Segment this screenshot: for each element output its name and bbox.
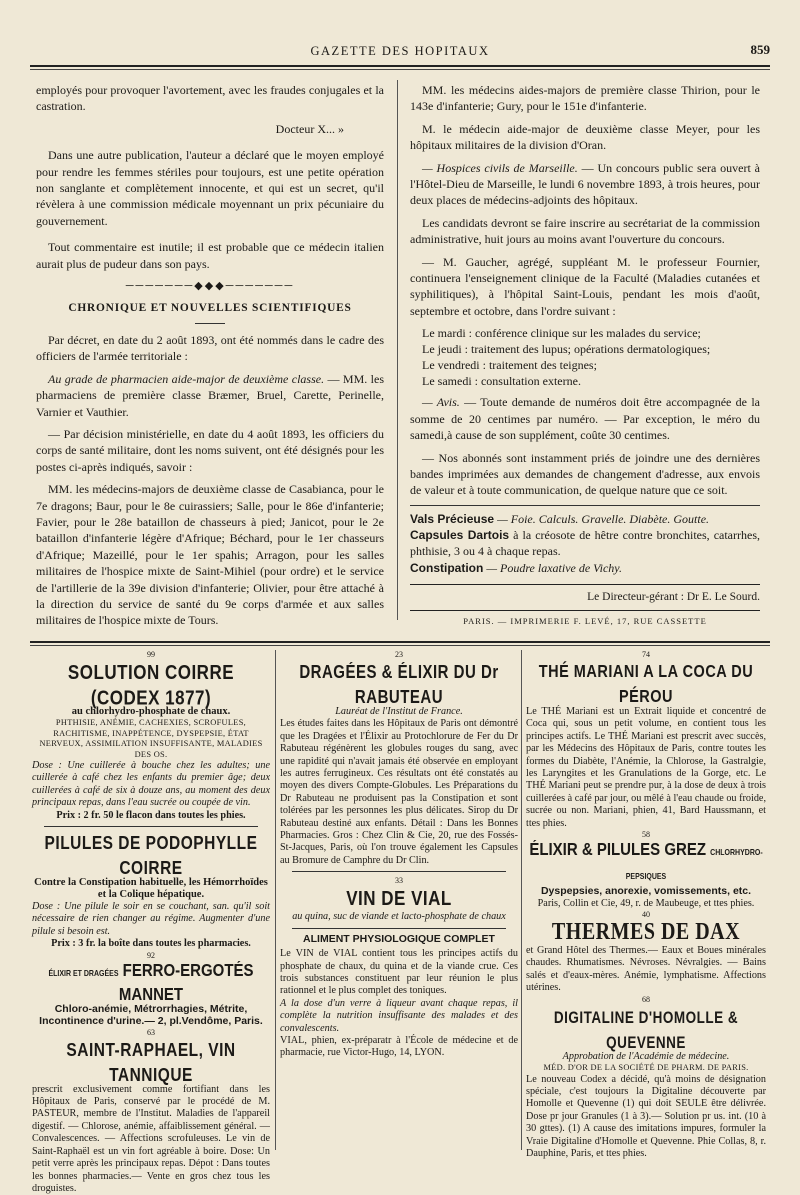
ad-separator — [44, 826, 258, 827]
ads-divider — [521, 650, 522, 1150]
ad-subtitle: Dyspepsies, anorexie, vomissements, etc. — [540, 885, 752, 898]
paragraph: Dans une autre publication, l'auteur a déclaré que le moyen employé pour rendre les femmes stériles pour toujours, est une petite opération non sanglante et complètement innocente, et qui est un secret, qu'il révèlera à une commission médicale moyennant un prix pécuniaire du gouvernement. — [36, 148, 384, 228]
paragraph: M. le médecin aide-major de deuxième classe Meyer, pour les hôpitaux militaires de la division d'Oran. — [410, 121, 760, 153]
ad-title-suffix: CHLORHYDRO-PEPSIQUES — [625, 849, 763, 882]
section-heading: CHRONIQUE ET NOUVELLES SCIENTIFIQUES — [68, 302, 352, 315]
ad-text: — Foie. Calculs. Gravelle. Diabète. Goutte. — [497, 511, 710, 526]
ad-title-mannet — [32, 961, 270, 1006]
ad-subtitle: Chloro-anémie, Métrorrhagies, Métrite, Incontinence d'urine.— 2, pl.Vendôme, Paris. — [39, 1002, 263, 1028]
ad-dose: Dose : Une pilule le soir en se couchant, san. qu'il soit nécessaire de rien changer au régime. Augmenter d'une pilule si besoin est. — [32, 901, 270, 937]
paragraph-text: — Un concours public sera ouvert à l'Hôtel-Dieu de Marseille, le lundi 6 novembre 1893, à trois heures, pour deux places de médecins-adjoints des hôpitaux. — [410, 160, 761, 208]
ad-title-vin-de-vial: VIN DE VIAL — [346, 887, 452, 911]
paragraph-text: — MM. les pharmaciens de première classe Bræmer, Bruel, Carette, Perinelle, Varnier et Vauthier. — [36, 371, 384, 419]
page-number: 859 — [750, 42, 770, 57]
signature: Docteur X... » — [275, 121, 344, 136]
ad-price: Prix : 2 fr. 50 le flacon dans toutes les phies. — [56, 809, 246, 821]
paragraph — [410, 160, 760, 209]
paragraph: Les candidats devront se faire inscrire au secrétariat de la commission administrative, huit jours au moins avant l'ouverture du concours. — [410, 215, 760, 247]
short-rule — [195, 323, 225, 324]
paragraph: — Nos abonnés sont instamment priés de joindre une des dernières bandes imprimées aux demandes de changement d'adresse, aux envois de valeur et à toute communication, de quelque nature que ce soit. — [410, 450, 760, 498]
ads-top-rule-thin — [30, 645, 770, 646]
ad-title-main: FERRO-ERGOTÉS MANNET — [118, 960, 254, 1005]
ad-body: Le VIN de VIAL contient tous les principes actifs du phosphate de chaux, du quina et de la viande crue. Ces trois substances constituent par leur réunion le plus rationnel et le plus complet des toniques. — [280, 948, 518, 997]
ad-separator — [292, 871, 506, 872]
ornament-divider: ───────◆◆◆─────── — [125, 280, 295, 293]
ad-body: A la dose d'un verre à liqueur avant chaque repas, il complète la nutrition insuffisante des malades et des convalescents. — [280, 997, 518, 1034]
ad-subtitle: au quina, suc de viande et lacto-phosphate de chaux — [292, 911, 506, 923]
ad-number: 99 — [147, 650, 155, 659]
ad-title-main: ÉLIXIR & PILULES GREZ — [529, 840, 706, 860]
paragraph — [36, 371, 384, 420]
schedule-item: Le jeudi : traitement des lupus; opérations dermatologiques; — [422, 342, 711, 357]
paragraph — [410, 394, 760, 443]
ad-text: à la créosote de hêtre contre bronchites, catarrhes, phthisie, 3 ou 4 à chaque repas. — [410, 528, 760, 558]
ad-address: VIAL, phien, ex-préparatr à l'École de médecine et de pharmacie, rue Victor-Hugo, 14, LYON. — [280, 1035, 518, 1059]
ad-dose: Dose : Une cuillerée à bouche chez les adultes; une cuillerée à café chez les enfants du premier âge; deux cuillerées à café de six à douze ans, au moment des deux principaux repas, dans l'eau sucrée ou coupée de vin. — [32, 760, 270, 809]
journal-title: GAZETTE DES HOPITAUX — [310, 44, 490, 58]
ad-number: 68 — [642, 994, 650, 1004]
ad-medal: MÉD. D'OR DE LA SOCIÉTÉ DE PHARM. DE PARIS. — [543, 1063, 749, 1072]
ad-title-rabuteau: DRAGÉES & ÉLIXIR DU Dr RABUTEAU — [299, 662, 499, 708]
page-header — [30, 34, 770, 64]
ad-subtitle: Contre la Constipation habituelle, les Hémorrhoïdes et la Colique hépatique. — [34, 877, 268, 901]
ad-number: 74 — [642, 650, 650, 659]
schedule-item: Le mardi : conférence clinique sur les malades du service; — [422, 326, 701, 341]
header-rule-thin — [30, 69, 770, 70]
ad-text: — Poudre laxative de Vichy. — [486, 560, 622, 575]
ad-keyword: Capsules Dartois — [410, 528, 510, 543]
ads-divider — [275, 650, 276, 1150]
ad-price: Prix : 3 fr. la boîte dans toutes les pharmacies. — [51, 938, 251, 950]
paragraph-text: — Toute demande de numéros doit être accompagnée de la somme de 20 centimes par numéro. — Par exception, le méro du samedi,à cause de son supplément, coûte 30 centimes. — [410, 395, 761, 443]
ad-address: Paris, Collin et Cie, 49, r. de Maubeuge, et ttes phies. — [537, 897, 755, 909]
paragraph: — M. Gaucher, agrégé, suppléant M. le professeur Fournier, continuera l'enseignement clinique de la Faculté (Maladies cutanées et syphilitiques), à l'hôpital Saint-Louis, pendant les mois d'août, septembre et octobre, dans l'ordre suivant : — [410, 254, 760, 318]
ad-body: Le THÉ Mariani est un Extrait liquide et concentré de Coca qui, sous un petit volume, en contient tous les principes actifs. Le THÉ Mariani est prescrit avec succès, par les Médecins des Hôpitaux de Paris, contre toutes les formes du Diabète, l'Anémie, la Chlorose, la Gastralgie, les Laryngites et les Granulations de la Gorge, etc. Le THÉ Mariani peut se prendre pur, à la dose de deux à trois cuillerées à café par jour, ou mêlé à l'eau chaude ou froide, sucrée ou non. Mariani, phien, 41, Bard Haussmann, et ttes phies. — [526, 706, 766, 829]
small-ad-dartois — [410, 528, 760, 559]
ad-number: 92 — [147, 950, 155, 960]
clinic-schedule — [410, 325, 760, 389]
ad-title-digitaline: DIGITALINE D'HOMOLLE & QUEVENNE — [553, 1008, 739, 1052]
ads-column-2 — [280, 650, 518, 1060]
ad-number: 33 — [395, 876, 403, 886]
ad-number: 40 — [642, 909, 650, 919]
ad-number: 58 — [642, 830, 650, 840]
small-ad-vals — [410, 512, 760, 528]
ad-subtitle: Lauréat de l'Institut de France. — [335, 706, 463, 717]
paragraph: — Par décision ministérielle, en date du 4 août 1893, les officiers du corps de santé militaire, dont les noms suivent, ont été désignés pour les postes ci-après indiqués, savoir : — [36, 426, 384, 474]
ad-title-prefix: ÉLIXIR ET DRAGÉES — [48, 969, 119, 978]
paragraph: MM. les médecins-majors de deuxième classe de Casabianca, pour le 7e dragons; Baur, pour le 8e cuirassiers; Salle, pour le 86e d'infanterie; Favier, pour le 28e bataillon de chasseurs à pied; Janicot, pour le 2e bataillon d'infanterie légère d'Afrique; Béchard, pour le 1er chasseurs d'Afrique; Mazeillé, pour le 1er spahis; Arragon, pour les salles militaires de l'hospice mixte de Saint-Mihiel (pour ordre) et le service de l'artillerie de la 39e division d'infanterie; Olivier, pour être attaché à la direction du service de santé du 9e corps d'armée et aux salles militaires de l'hospice mixte de Tours. — [36, 482, 384, 628]
ad-subtitle: Approbation de l'Académie de médecine. — [562, 1050, 730, 1062]
ad-title-saint-raphael: SAINT-RAPHAEL, VIN TANNIQUE — [66, 1040, 236, 1086]
ad-indications: PHTHISIE, ANÉMIE, CACHEXIES, SCROFULES, RACHITISME, INAPPÉTENCE, DYSPEPSIE, ÉTAT NERVEUX, ASSIMILATION INSUFFISANTE, MALADIES DES OS. — [39, 718, 263, 759]
paragraph: Tout commentaire est inutile; il est probable que ce médecin italien aurait plus de pudeur dans son pays. — [36, 240, 384, 271]
header-rule — [30, 65, 770, 67]
ad-title-podophylle: PILULES DE PODOPHYLLE COIRRE — [44, 833, 258, 880]
ad-heading: ALIMENT PHYSIOLOGIQUE COMPLET — [303, 932, 495, 945]
ad-body: prescrit exclusivement comme fortifiant dans les Hôpitaux de Paris, conservé par le procédé de M. PASTEUR, membre de l'Institut. Maladies de l'appareil digestif. — Chlorose, anémie, affaiblissement général. — Convalescences. — Affections scrofuleuses. Le vin de Saint-Raphaël est un vin fort agréable à boire. Dose: Un petit verre après les principaux repas. Dépot : Dans toutes les bonnes pharmacies.— Vente en gros chez tous les droguistes. — [32, 1083, 270, 1194]
ad-title-the-mariani: THÉ MARIANI A LA COCA DU PÉROU — [538, 662, 754, 707]
italic-lead: — Avis. — [422, 395, 460, 410]
italic-lead: Au grade de pharmacien aide-major de deuxième classe. — [48, 371, 325, 386]
ad-body: et Grand Hôtel des Thermes.— Eaux et Boues minérales chaudes. Rhumatismes. Névroses. Névralgies. — Bains salés et d'eaux-mères. Anémie, lymphatisme. Affections utérines. — [526, 944, 766, 994]
paragraph: employés pour provoquer l'avortement, avec les fraudes conjugales et la castration. — [36, 83, 384, 114]
ads-column-3 — [526, 650, 766, 1160]
ad-title-grez — [526, 840, 766, 888]
ad-subtitle: au chlorhydro-phosphate de chaux. — [71, 706, 231, 717]
ad-title-solution-coirre: SOLUTION COIRRE (CODEX 1877) — [67, 661, 235, 710]
ad-keyword: Vals Précieuse — [410, 511, 495, 526]
schedule-item: Le vendredi : traitement des teignes; — [422, 358, 597, 373]
left-column — [36, 82, 384, 635]
imprint-line: PARIS. — IMPRIMERIE F. LEVÉ, 17, RUE CASSETTE — [410, 610, 760, 629]
ad-rule — [410, 505, 760, 506]
ads-top-rule — [30, 641, 770, 643]
schedule-item: Le samedi : consultation externe. — [422, 374, 581, 389]
director-line: Le Directeur-gérant : Dr E. Le Sourd. — [410, 584, 760, 605]
small-ad-constipation — [410, 561, 760, 577]
right-column — [410, 82, 760, 629]
italic-lead: — Hospices civils de Marseille. — [422, 160, 578, 175]
column-divider — [397, 80, 398, 620]
ad-body: Le nouveau Codex a décidé, qu'à moins de désignation spéciale, c'est toujours la Digitaline découverte par Homolle et Quevenne (1) qui doit SEULE être délivrée. Dose pr jour Granules (1 à 3).— Solution pr us. int. (10 à 30 gttes). (1) A cause des imitations impures, formuler la Vraie Digitaline d'Homolle et Quevenne. Phie Collas, 8, r. Dauphine, Paris, et ttes phies. — [526, 1073, 766, 1159]
ad-number: 23 — [395, 650, 403, 659]
ads-column-1 — [32, 650, 270, 1195]
ad-body: Les études faites dans les Hôpitaux de Paris ont démontré que les Dragées et l'Élixir au Protochlorure de Fer du Dr Rabuteau régénèrent les globules rouges du sang, avec une rapidité qui n'avait jamais été observée en employant les autres ferrugineux. Ces résultats ont été constatés au moyen des divers Compte-Globules. Les Préparations du Dr Rabuteau ne produisent pas la Constipation et sont tolérées par les personnes les plus délicates. Sirop du Dr Rabuteau destiné aux enfants. Détail : Dans les Bonnes Pharmacies. Gros : Chez Clin & Cie, 20, rue des Fossés-St-Jacques, Paris, où l'on trouve également les Capsules au Bromure de Camphre du Dr Clin. — [280, 718, 518, 866]
ad-number: 63 — [147, 1027, 155, 1037]
ad-separator — [292, 928, 506, 929]
paragraph: MM. les médecins aides-majors de première classe Thirion, pour le 143e d'infanterie; Gury, pour le 151e d'infanterie. — [410, 83, 760, 114]
ad-title-thermes-de-dax: THERMES DE DAX — [551, 918, 741, 946]
ad-keyword: Constipation — [410, 560, 484, 575]
paragraph: Par décret, en date du 2 août 1893, ont été nommés dans le cadre des officiers de l'armée territoriale : — [36, 332, 384, 364]
